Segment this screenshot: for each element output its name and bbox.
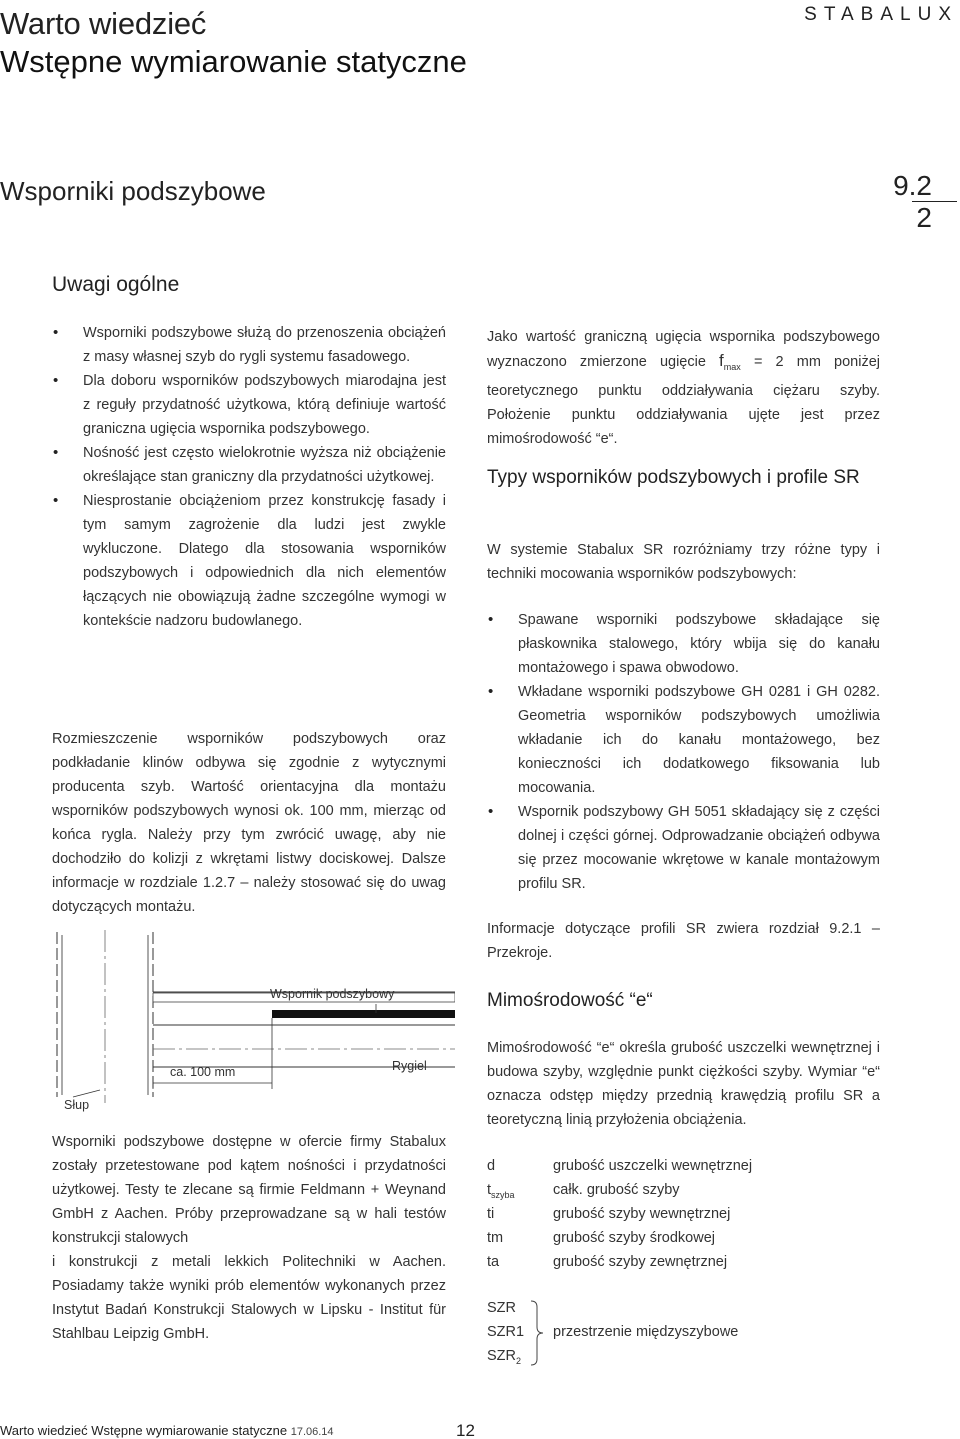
gap-description: przestrzenie międzyszybowe [553, 1324, 739, 1340]
post-leader [73, 1090, 100, 1097]
eccentricity-paragraph: Mimośrodowość “e“ określa grubość uszczelki wewnętrznej i budowa szyby, względnie punkt ciężkości szyby. Wymiar “e“ oznacza odstęp między przednią krawędzią profilu SR a teoretyczną linią przyłożenia obciążenia. [487, 1040, 880, 1128]
tests-text-part1: Wsporniki podszybowe dostępne w ofercie firmy Stabalux zostały przetestowane pod kątem nośności i przydatności użytkowej. Testy te zlecane są firmie Feldmann + Weynand GmbH z Aachen. Próby przeprowadzane są w hali testów konstrukcji stalowych [52, 1134, 446, 1246]
glass-support-bar [272, 1010, 455, 1018]
support-label: Wspornik podszybowy [270, 987, 395, 1001]
gap-symbol: $SZR_2$ [487, 1348, 522, 1366]
brand-logo: STABALUX [804, 4, 958, 25]
placement-paragraph: Rozmieszczenie wsporników podszybowych oraz podkładanie klinów odbywa się zgodnie z wytycznymi producenta szyb. Wartość orientacyjna dla montażu wsporników podszybowych wynosi ok. 100 mm, mierząc od końca rygla. Należy przy tym zwrócić uwagę, aby nie dochodziło do kolizji z wkrętami listwy dociskowej. Dalsze informacje w rozdziale 1.2.7 – należy stosować się do uwag dotyczących montażu. [52, 731, 446, 915]
general-notes-heading: Uwagi ogólne [52, 273, 180, 296]
types-heading: Typy wsporników podszybowych i profile SR [487, 467, 860, 488]
definition-text: grubość szyby zewnętrznej [553, 1254, 728, 1270]
definition-symbol: ti [487, 1206, 495, 1222]
gap-definitions [487, 1296, 880, 1376]
distance-label: ca. 100 mm [170, 1065, 236, 1079]
definition-row [487, 1226, 880, 1250]
profiles-info: Informacje dotyczące profili SR zwiera rozdział 9.2.1 – Przekroje. [487, 921, 880, 961]
general-notes-list [52, 321, 446, 633]
list-item: • Spawane wsporniki podszybowe składające się płaskownika stalowego, który wbija się do kanału montażowego i spawa obwodowo. [487, 608, 880, 680]
definition-text: grubość uszczelki wewnętrznej [553, 1158, 753, 1174]
header-title: Wstępne wymiarowanie statyczne [0, 44, 467, 79]
list-item: • Niesprostanie obciążeniom przez konstrukcję fasady i tym samym zagrożenie dla ludzi jest zwykle wykluczone. Dlatego dla stosowania wsporników podszybowych i odpowiednich dla nich elementów łączących nie obowiązują żadne szczególne wymogi w kontekście nadzoru budowlanego. [52, 489, 446, 633]
list-item: • Wkładane wsporniki podszybowe GH 0281 i GH 0282. Geometria wsporników podszybowych umożliwia wkładanie ich do kanału montażowego, bez konieczności ich dodatkowego fiksowania lub mocowania. [487, 680, 880, 800]
gap-symbol: SZR1 [487, 1324, 525, 1340]
definition-row [487, 1250, 880, 1274]
page-number: 12 [456, 1421, 475, 1439]
tests-paragraph [52, 1130, 446, 1346]
gap-symbol: SZR [487, 1300, 516, 1316]
deflection-text-b: = 2 mm poniżej teoretycznego punktu oddziaływania ciężaru szyby. Położenie punktu oddziaływania ujęte jest przez mimośrodowość “e“. [487, 354, 880, 447]
definition-symbol: d [487, 1158, 496, 1174]
list-item: • Wspornik podszybowy GH 5051 składający się z części dolnej i części górnej. Odprowadzanie obciążeń odbywa się przez mocowanie wkrętowe w kanale montażowym profilu SR. [487, 800, 880, 896]
tests-text-part2: i konstrukcji z metali lekkich Politechniki w Aachen. Posiadamy także wyniki prób elementów wykonanych przez Instytut Badań Konstrukcji Stalowych w Lipsku - Institut für Stahlbau Leipzig GmbH. [52, 1254, 446, 1342]
eccentricity-heading: Mimośrodowość “e“ [487, 990, 653, 1011]
chapter-number: 9.2 [893, 170, 932, 201]
support-figure [40, 925, 455, 1125]
definition-symbol: $t_{szyba}$ [487, 1182, 515, 1200]
deflection-text-a: Jako wartość graniczną ugięcia wspornika podszybowego wyznaczono zmierzone ugięcie [487, 329, 880, 370]
definition-row [487, 1178, 880, 1202]
definition-text: grubość szyby środkowej [553, 1230, 715, 1246]
list-item: • Wsporniki podszybowe służą do przenoszenia obciążeń z masy własnej szyb do rygli systemu fasadowego. [52, 321, 446, 369]
post-label: Słup [64, 1098, 90, 1112]
types-list [487, 608, 880, 896]
footer-date: 17.06.14 [290, 1426, 334, 1438]
list-item: • Nośność jest często wielokrotnie wyższa niż obciążenie określające stan graniczny dla przydatności użytkowej. [52, 441, 446, 489]
symbol-definitions [487, 1154, 880, 1274]
types-intro: W systemie Stabalux SR rozróżniamy trzy różne typy i techniki mocowania wsporników podszybowych: [487, 542, 880, 582]
definition-symbol: tm [487, 1230, 504, 1246]
definition-text: grubość szyby wewnętrznej [553, 1206, 731, 1222]
section-title: Wsporniki podszybowe [0, 176, 266, 206]
deflection-paragraph [487, 325, 880, 451]
header-category: Warto wiedzieć [0, 6, 207, 41]
chapter-subnumber: 2 [916, 202, 932, 233]
footer-title: Warto wiedzieć Wstępne wymiarowanie statyczne 17.06.14 [0, 1423, 334, 1438]
definition-text: całk. grubość szyby [553, 1182, 680, 1198]
deflection-symbol-sub: max [723, 362, 741, 372]
definition-row [487, 1154, 880, 1178]
support-diagram [40, 925, 455, 1125]
deflection-symbol: f [719, 351, 724, 370]
definition-symbol: ta [487, 1254, 500, 1270]
right-brace-icon [529, 1300, 547, 1366]
definition-row [487, 1202, 880, 1226]
list-item: • Dla doboru wsporników podszybowych miarodajna jest z reguły przydatność użytkowa, którą definiuje wartość graniczna ugięcia wspornika podszybowego. [52, 369, 446, 441]
transom-label: Rygiel [392, 1059, 427, 1073]
